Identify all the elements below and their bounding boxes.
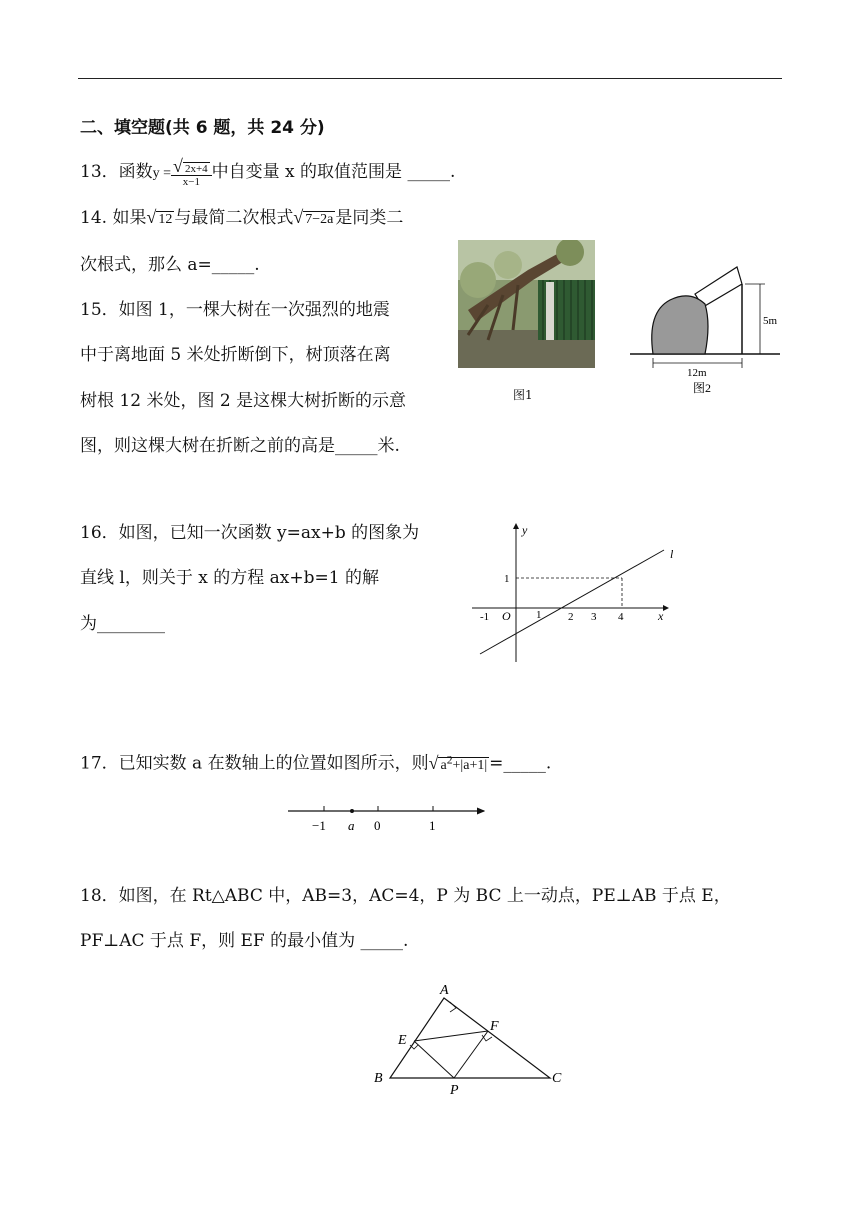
q15-line2: 中于离地面 5 米处折断倒下，树顶落在离: [80, 345, 391, 365]
point-c-label: C: [552, 1071, 562, 1086]
axis-label-0: 0: [374, 818, 381, 833]
q13-suffix: 中自变量 x 的取值范围是: [211, 162, 403, 183]
question-13: [80, 156, 456, 188]
x-tick-neg1: -1: [480, 611, 490, 623]
q18-line2: PF⊥AC 于点 F，则 EF 的最小值为 _____.: [80, 931, 409, 951]
q13-fraction: $\frac{√ 2x+4}{x-1}$: [171, 160, 212, 188]
q16-line3: 为________: [80, 614, 165, 634]
q16-line1: 16．如图，已知一次函数 y=ax+b 的图象为: [80, 523, 420, 543]
x-axis-label: x: [658, 609, 664, 623]
q17-abs: a+1: [463, 757, 485, 773]
section-title: 二、填空题(共 6 题，共 24 分): [80, 118, 325, 138]
q15-line3: 树根 12 米处，图 2 是这棵大树折断的示意: [80, 391, 407, 411]
point-b-label: B: [374, 1071, 383, 1086]
q17-exponent: 2: [446, 753, 453, 766]
q17-suffix: =_____.: [489, 753, 552, 774]
fig2-height-label: 5m: [763, 315, 778, 327]
q18-line1: 18．如图，在 Rt△ABC 中，AB=3，AC=4，P 为 BC 上一动点，PE⊥AB 于点 E，: [80, 886, 731, 906]
y-axis-label: y: [522, 523, 528, 537]
fig2-width-label: 12m: [687, 367, 707, 379]
question-14-line2: 次根式，那么 a=_____.: [80, 255, 260, 275]
y-tick-1: 1: [504, 573, 510, 585]
linear-function-graph: [466, 520, 686, 668]
q14-suffix: 是同类二: [335, 208, 404, 228]
question-17: [80, 748, 551, 778]
x-tick-2: 2: [568, 611, 574, 623]
broken-tree-diagram: [625, 262, 785, 397]
axis-label-neg1: −1: [312, 818, 326, 833]
point-f-label: F: [490, 1019, 499, 1034]
q17-prefix: 17．已知实数 a 在数轴上的位置如图所示，则: [80, 753, 429, 774]
q15-line4: 图，则这棵大树在折断之前的高是_____米.: [80, 436, 400, 456]
q13-formula: [152, 156, 212, 188]
x-tick-4: 4: [618, 611, 624, 623]
q14-root1: 12: [158, 212, 173, 227]
line-label: l: [670, 547, 674, 561]
q13-formula-lhs: y =: [152, 166, 172, 182]
q14-middle: 与最简二次根式: [174, 208, 294, 228]
fallen-tree-photo: [458, 240, 595, 368]
axis-label-a: a: [348, 818, 355, 833]
q15-line1: 15．如图 1，一棵大树在一次强烈的地震: [80, 300, 390, 320]
q13-denominator: x−1: [182, 176, 200, 188]
q13-blank: _____: [407, 162, 450, 183]
q17-plus: +: [452, 757, 461, 773]
point-e-label: E: [398, 1033, 407, 1048]
q14-prefix: 14. 如果: [80, 208, 147, 228]
q17-expression: √ $a^2+|a+1|$: [428, 752, 488, 773]
fig1-caption: 图1: [513, 388, 533, 402]
q16-line2: 直线 l，则关于 x 的方程 ax+b=1 的解: [80, 568, 379, 588]
number-line: [284, 798, 494, 838]
axis-label-1: 1: [429, 818, 436, 833]
point-p-label: P: [450, 1083, 459, 1098]
x-tick-3: 3: [591, 611, 597, 623]
point-a-label: A: [440, 983, 449, 998]
q13-numerator: 2x+4: [184, 163, 208, 175]
triangle-abc-diagram: [370, 980, 570, 1100]
header-rule: [78, 78, 782, 79]
x-tick-1: 1: [536, 609, 542, 621]
q13-end: .: [449, 162, 456, 183]
origin-label: O: [502, 609, 511, 623]
fig2-caption: 图2: [693, 381, 712, 395]
q13-prefix: 13．函数: [80, 162, 153, 183]
question-14-line1: 14. 如果√ 12 与最简二次根式√ 7−2a 是同类二: [80, 207, 404, 228]
q17-var-a: a: [440, 757, 447, 773]
q14-root2: 7−2a: [305, 212, 334, 227]
